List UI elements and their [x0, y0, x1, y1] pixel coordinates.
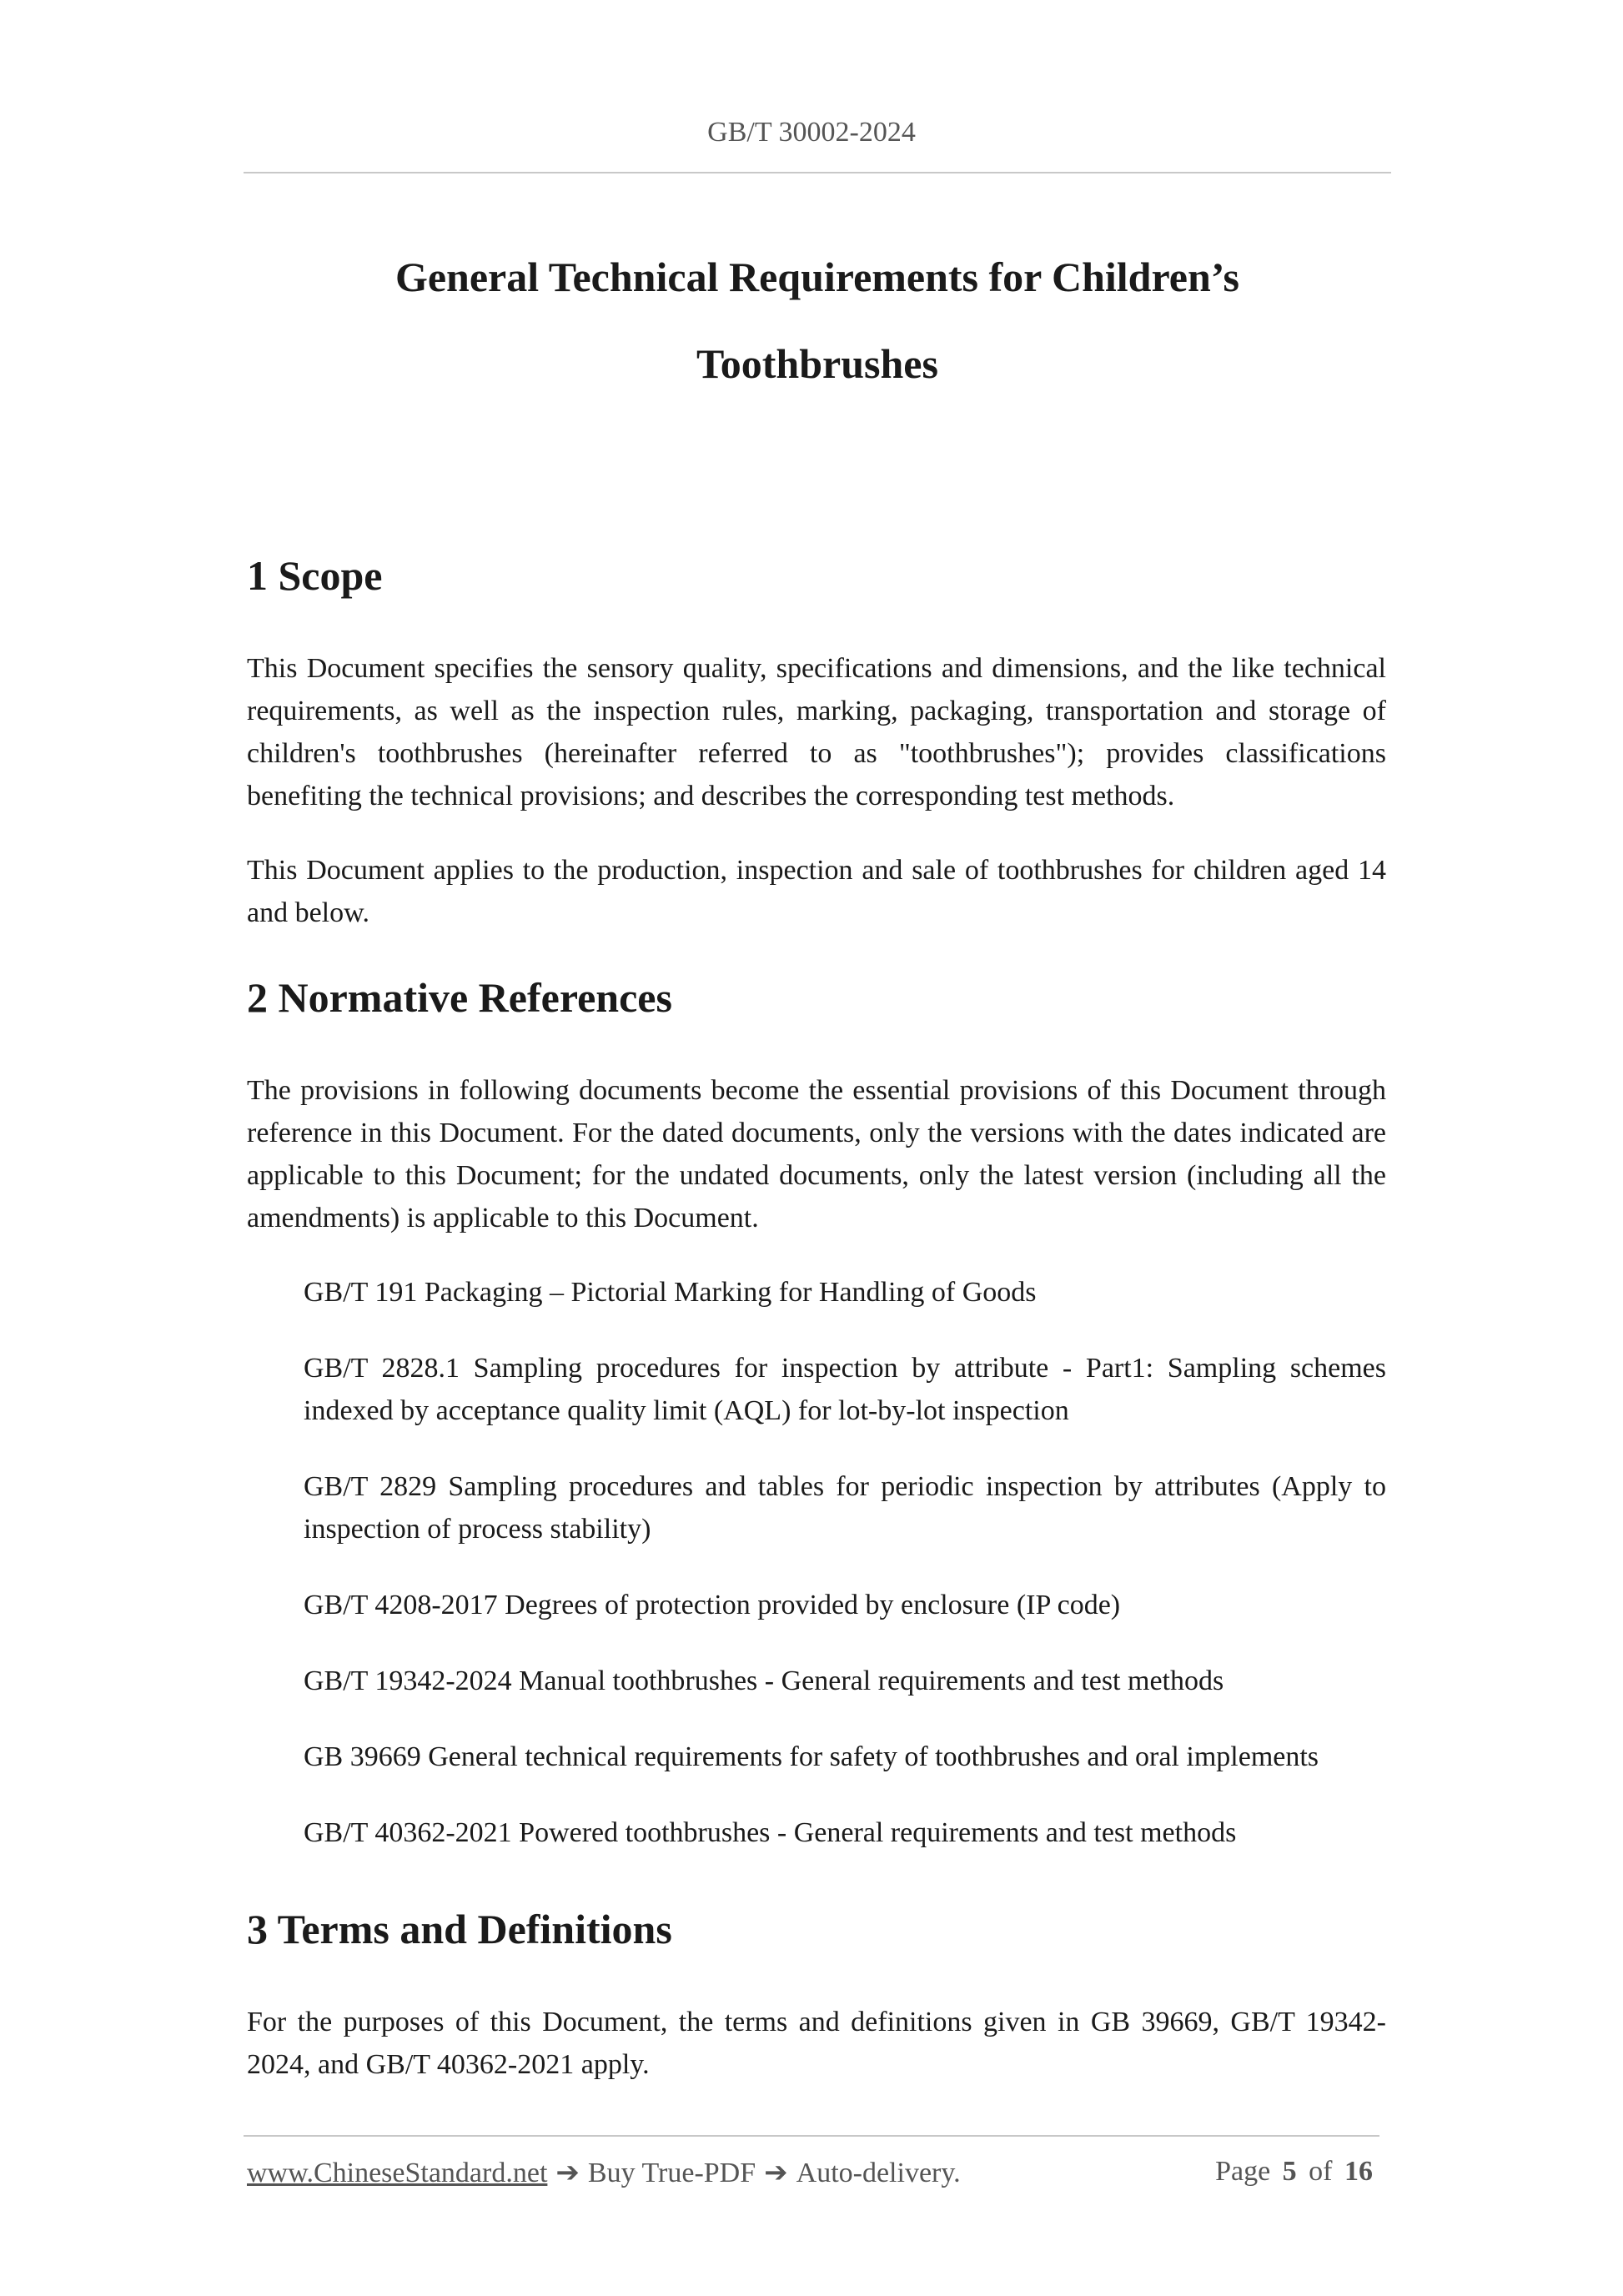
- title-line-1: General Technical Requirements for Children’s: [394, 254, 1240, 300]
- title-line-2: Toothbrushes: [696, 340, 938, 387]
- references-intro-paragraph: The provisions in following documents become the essential provisions of this Document through reference in this Document. For the dated documents, only the versions with the dates indicated are applicable to this Document; for the undated documents, only the latest version (including all the amendments) is applicable to this Document.: [247, 1075, 1386, 1233]
- buy-pdf-text: Buy True-PDF: [587, 2158, 756, 2188]
- auto-delivery-text: Auto-delivery.: [796, 2158, 961, 2188]
- header-divider: [244, 172, 1391, 173]
- header-standard-code: GB/T 30002-2024: [707, 117, 916, 148]
- reference-item: GB/T 19342-2024 Manual toothbrushes - General requirements and test methods: [304, 1665, 1224, 1696]
- terms-paragraph: For the purposes of this Document, the terms and definitions given in GB 39669, GB/T 19342-2024, and GB/T 40362-2021 apply.: [247, 2007, 1386, 2080]
- section-heading-normative-references: 2 Normative References: [247, 974, 672, 1021]
- reference-list: [247, 1271, 1386, 1854]
- footer-divider: [244, 2135, 1379, 2137]
- section-heading-terms-definitions: 3 Terms and Definitions: [247, 1906, 672, 1952]
- reference-item: GB/T 40362-2021 Powered toothbrushes - General requirements and test methods: [304, 1817, 1237, 1848]
- of-word: of: [1309, 2156, 1333, 2187]
- footer-promo: [247, 2156, 961, 2189]
- arrow-right-icon: ➔: [555, 2158, 580, 2188]
- document-title: [244, 234, 1391, 407]
- site-link[interactable]: www.ChineseStandard.net: [247, 2158, 548, 2188]
- total-page-number: 16: [1344, 2156, 1373, 2187]
- page-word: Page: [1215, 2156, 1271, 2187]
- section-heading-scope: 1 Scope: [247, 552, 383, 599]
- reference-item: GB/T 191 Packaging – Pictorial Marking for Handling of Goods: [304, 1277, 1037, 1308]
- document-body: [247, 534, 1386, 2086]
- reference-item: GB/T 2828.1 Sampling procedures for inspection by attribute - Part1: Sampling schemes indexed by acceptance quality limit (AQL) for lot-by-lot inspection: [304, 1353, 1386, 1426]
- arrow-right-icon: ➔: [764, 2158, 788, 2188]
- reference-item: GB 39669 General technical requirements for safety of toothbrushes and oral implements: [304, 1741, 1319, 1772]
- page-number: [1215, 2156, 1378, 2188]
- scope-paragraph-2: This Document applies to the production, inspection and sale of toothbrushes for children aged 14 and below.: [247, 855, 1386, 928]
- reference-item: GB/T 2829 Sampling procedures and tables for periodic inspection by attributes (Apply to inspection of process stability): [304, 1471, 1386, 1545]
- reference-item: GB/T 4208-2017 Degrees of protection provided by enclosure (IP code): [304, 1590, 1121, 1620]
- current-page-number: 5: [1282, 2156, 1297, 2187]
- scope-paragraph-1: This Document specifies the sensory quality, specifications and dimensions, and the like technical requirements, as well as the inspection rules, marking, packaging, transportation and storage of children's toothbrushes (hereinafter referred to as "toothbrushes"); provides classifications benefiting the technical provisions; and describes the corresponding test methods.: [247, 653, 1386, 811]
